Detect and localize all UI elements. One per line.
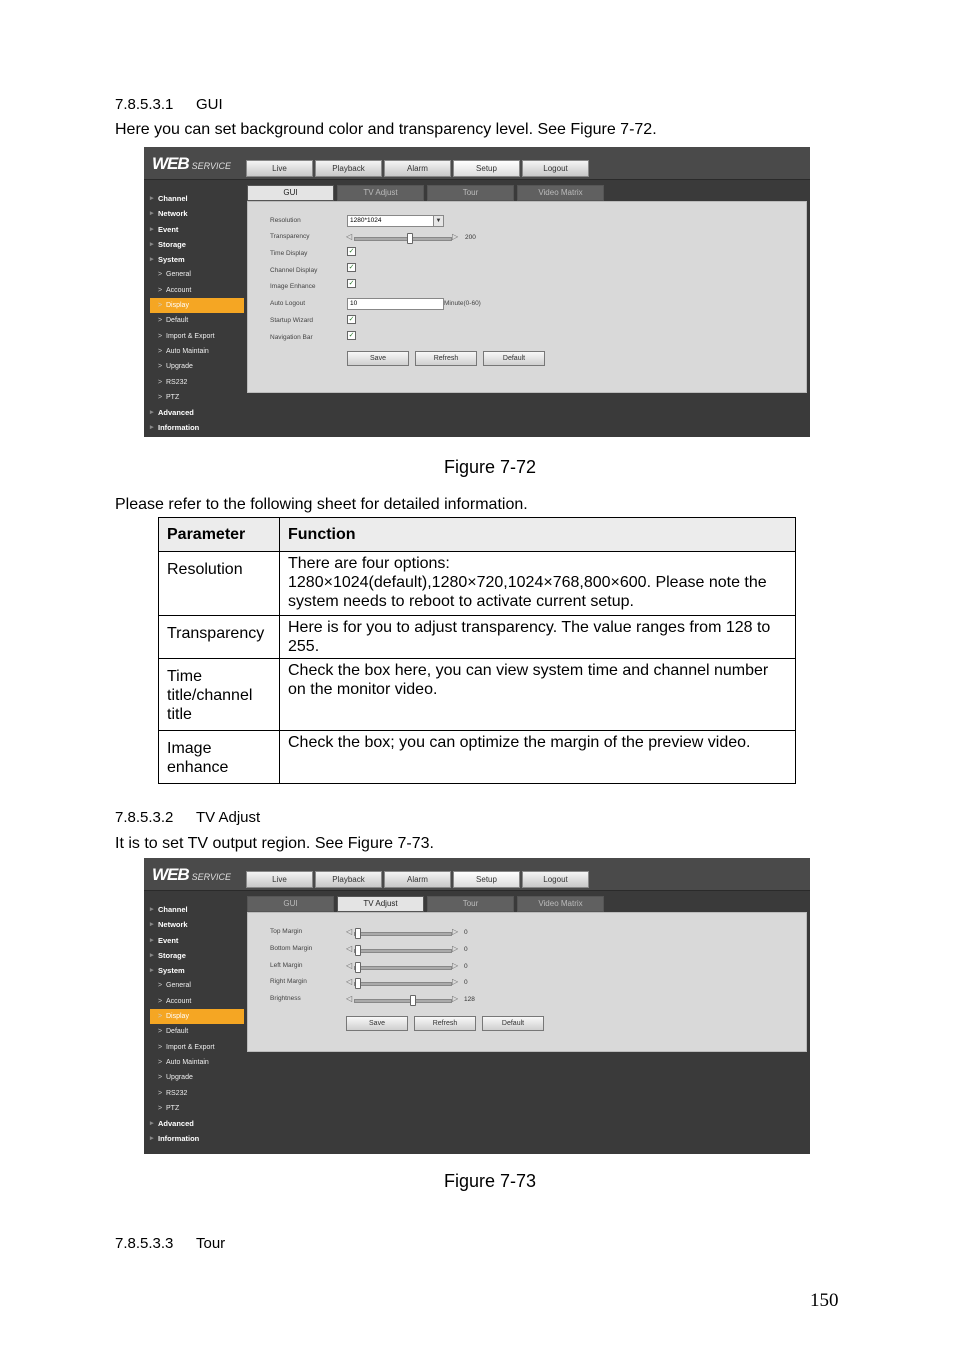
section-intro: It is to set TV output region. See Figure 7-73. [115, 835, 434, 852]
slider-right-arrow-icon[interactable]: ▷ [452, 994, 459, 1003]
tab-video-matrix[interactable]: Video Matrix [517, 185, 604, 201]
slider-left-arrow-icon[interactable]: ◁ [346, 944, 353, 953]
auto-logout-input[interactable]: 10 [347, 298, 444, 310]
tab-gui[interactable]: GUI [247, 185, 334, 201]
slider-left-arrow-icon[interactable]: ◁ [346, 927, 353, 936]
section-title: Tour [196, 1235, 226, 1252]
sidebar-item-system[interactable]: ▸ System [150, 963, 244, 978]
sidebar-item-information[interactable]: ▸ Information [150, 1131, 244, 1146]
left-margin-value: 0 [464, 963, 468, 970]
sidebar-item-default[interactable]: > Default [150, 313, 244, 328]
brightness-slider-knob[interactable] [410, 995, 416, 1006]
left-margin-slider[interactable] [354, 966, 452, 970]
section-title: GUI [196, 96, 223, 113]
transparency-slider[interactable] [354, 237, 452, 241]
sidebar-item-display[interactable]: > Display [150, 1009, 244, 1024]
sidebar-item-import-export[interactable]: > Import & Export [150, 1040, 244, 1055]
function-cell: There are four options: 1280×1024(default),1280×720,1024×768,800×600. Please note the system needs to reboot to activate current setup. [280, 552, 796, 616]
transparency-label: Transparency [270, 233, 310, 240]
section-heading-tv-adjust [115, 809, 260, 826]
top-margin-value: 0 [464, 929, 468, 936]
sidebar-item-channel[interactable]: ▸ Channel [150, 191, 244, 206]
sidebar-item-event[interactable]: ▸ Event [150, 222, 244, 237]
top-bar [144, 858, 810, 891]
image-enhance-label: Image Enhance [270, 283, 316, 290]
sidebar-item-upgrade[interactable]: > Upgrade [150, 359, 244, 374]
nav-tab-live[interactable]: Live [246, 871, 313, 888]
slider-left-arrow-icon[interactable]: ◁ [346, 977, 353, 986]
sub-tabs [247, 896, 604, 912]
table-row [159, 731, 796, 784]
right-margin-slider-knob[interactable] [355, 978, 361, 989]
tab-gui[interactable]: GUI [247, 896, 334, 912]
param-cell: Transparency [159, 616, 280, 659]
sidebar-item-ptz[interactable]: > PTZ [150, 1101, 244, 1116]
gui-settings-panel [247, 201, 807, 393]
sidebar-item-channel[interactable]: ▸ Channel [150, 902, 244, 917]
section-number: 7.8.5.3.3 [115, 1235, 174, 1252]
default-button[interactable]: Default [483, 351, 545, 366]
right-margin-slider[interactable] [354, 982, 452, 986]
sidebar-item-ptz[interactable]: > PTZ [150, 390, 244, 405]
param-cell: Resolution [159, 552, 280, 616]
top-bar [144, 147, 810, 180]
startup-wizard-checkbox[interactable]: ✓ [348, 316, 355, 323]
header-function: Function [280, 518, 796, 552]
sidebar-item-upgrade[interactable]: > Upgrade [150, 1070, 244, 1085]
screenshot-tv-adjust [144, 858, 810, 1154]
transparency-value: 200 [465, 234, 476, 241]
channel-display-checkbox[interactable]: ✓ [348, 264, 355, 271]
top-margin-label: Top Margin [270, 928, 303, 935]
table-row [159, 552, 796, 616]
save-button[interactable]: Save [346, 1016, 408, 1031]
sidebar-item-display[interactable]: > Display [150, 298, 244, 313]
save-button[interactable]: Save [347, 351, 409, 366]
bottom-margin-slider-knob[interactable] [355, 945, 361, 956]
section-number: 7.8.5.3.2 [115, 809, 174, 826]
nav-tab-setup[interactable]: Setup [453, 871, 520, 888]
sub-tabs [247, 185, 604, 201]
default-button[interactable]: Default [482, 1016, 544, 1031]
resolution-label: Resolution [270, 217, 301, 224]
tab-tour[interactable]: Tour [427, 185, 514, 201]
sidebar-item-advanced[interactable]: ▸ Advanced [150, 405, 244, 420]
sidebar-item-rs232[interactable]: > RS232 [150, 375, 244, 390]
section-intro: Here you can set background color and transparency level. See Figure 7-72. [115, 121, 657, 138]
slider-left-arrow-icon[interactable]: ◁ [346, 232, 353, 241]
function-cell: Check the box here, you can view system time and channel number on the monitor video. [280, 659, 796, 731]
main-nav [246, 871, 589, 888]
refresh-button[interactable]: Refresh [415, 351, 477, 366]
slider-right-arrow-icon[interactable]: ▷ [452, 977, 459, 986]
top-margin-slider[interactable] [354, 932, 452, 936]
auto-logout-label: Auto Logout [270, 300, 306, 307]
channel-display-label: Channel Display [270, 267, 318, 274]
param-cell: Time title/channel title [159, 659, 280, 731]
tab-tour[interactable]: Tour [427, 896, 514, 912]
figure-caption: Figure 7-73 [444, 1171, 537, 1191]
table-row [159, 616, 796, 659]
slider-right-arrow-icon[interactable]: ▷ [452, 961, 459, 970]
web-service-logo: WEB SERVICE [152, 154, 232, 173]
param-cell: Image enhance [159, 731, 280, 784]
nav-tab-alarm[interactable]: Alarm [384, 871, 451, 888]
resolution-select[interactable] [347, 215, 444, 227]
nav-tab-playback[interactable]: Playback [315, 160, 382, 177]
nav-tab-alarm[interactable]: Alarm [384, 160, 451, 177]
slider-right-arrow-icon[interactable]: ▷ [452, 927, 459, 936]
tab-video-matrix[interactable]: Video Matrix [517, 896, 604, 912]
sidebar-item-account[interactable]: > Account [150, 283, 244, 298]
top-margin-slider-knob[interactable] [355, 928, 361, 939]
sidebar-item-import-export[interactable]: > Import & Export [150, 329, 244, 344]
sidebar-item-storage[interactable]: ▸ Storage [150, 948, 244, 963]
sidebar-item-default[interactable]: > Default [150, 1024, 244, 1039]
tab-tv-adjust[interactable]: TV Adjust [337, 896, 424, 912]
parameter-table [158, 517, 796, 784]
table-row [159, 659, 796, 731]
brightness-value: 128 [464, 996, 475, 1003]
nav-tab-live[interactable]: Live [246, 160, 313, 177]
navigation-bar-checkbox[interactable]: ✓ [348, 332, 355, 339]
section-title: TV Adjust [196, 809, 261, 826]
brightness-slider[interactable] [354, 999, 452, 1003]
navigation-bar-label: Navigation Bar [270, 334, 313, 341]
sidebar-item-auto-maintain[interactable]: > Auto Maintain [150, 1055, 244, 1070]
sidebar [150, 902, 244, 1147]
header-parameter: Parameter [159, 518, 280, 552]
sidebar-item-system[interactable]: ▸ System [150, 252, 244, 267]
slider-right-arrow-icon[interactable]: ▷ [452, 232, 459, 241]
nav-tab-playback[interactable]: Playback [315, 871, 382, 888]
page-number: 150 [810, 1290, 839, 1311]
sidebar-item-network[interactable]: ▸ Network [150, 917, 244, 932]
sidebar-item-advanced[interactable]: ▸ Advanced [150, 1116, 244, 1131]
figure-caption: Figure 7-72 [444, 457, 537, 477]
nav-tab-logout[interactable]: Logout [522, 160, 589, 177]
table-header-row [159, 518, 796, 552]
transparency-slider-knob[interactable] [407, 233, 413, 244]
sidebar-item-event[interactable]: ▸ Event [150, 933, 244, 948]
sidebar-item-general[interactable]: > General [150, 267, 244, 282]
screenshot-gui [144, 147, 810, 437]
sidebar-item-general[interactable]: > General [150, 978, 244, 993]
sidebar-item-rs232[interactable]: > RS232 [150, 1086, 244, 1101]
slider-left-arrow-icon[interactable]: ◁ [346, 994, 353, 1003]
left-margin-slider-knob[interactable] [355, 962, 361, 973]
section-heading-gui [115, 96, 223, 113]
table-intro: Please refer to the following sheet for detailed information. [115, 496, 528, 513]
right-margin-value: 0 [464, 979, 468, 986]
bottom-margin-value: 0 [464, 946, 468, 953]
resolution-value: 1280*1024 [350, 217, 382, 224]
sidebar-item-network[interactable]: ▸ Network [150, 206, 244, 221]
tab-tv-adjust[interactable]: TV Adjust [337, 185, 424, 201]
slider-right-arrow-icon[interactable]: ▷ [452, 944, 459, 953]
auto-logout-unit: Minute(0-60) [444, 300, 481, 307]
slider-left-arrow-icon[interactable]: ◁ [346, 961, 353, 970]
sidebar-item-storage[interactable]: ▸ Storage [150, 237, 244, 252]
sidebar-item-information[interactable]: ▸ Information [150, 420, 244, 435]
sidebar-item-account[interactable]: > Account [150, 994, 244, 1009]
function-cell: Check the box; you can optimize the margin of the preview video. [280, 731, 796, 784]
sidebar [150, 191, 244, 436]
nav-tab-logout[interactable]: Logout [522, 871, 589, 888]
web-service-logo: WEB SERVICE [152, 865, 232, 884]
refresh-button[interactable]: Refresh [414, 1016, 476, 1031]
bottom-margin-label: Bottom Margin [270, 945, 313, 952]
time-display-checkbox[interactable]: ✓ [348, 248, 355, 255]
left-margin-label: Left Margin [270, 962, 303, 969]
sidebar-item-auto-maintain[interactable]: > Auto Maintain [150, 344, 244, 359]
time-display-label: Time Display [270, 250, 308, 257]
tv-adjust-panel [247, 912, 807, 1052]
chevron-down-icon: ▼ [433, 216, 443, 226]
image-enhance-checkbox[interactable]: ✓ [348, 280, 355, 287]
startup-wizard-label: Startup Wizard [270, 317, 313, 324]
right-margin-label: Right Margin [270, 978, 307, 985]
brightness-label: Brightness [270, 995, 301, 1002]
main-nav [246, 160, 589, 177]
section-heading-tour [115, 1235, 225, 1252]
section-number: 7.8.5.3.1 [115, 96, 174, 113]
function-cell: Here is for you to adjust transparency. The value ranges from 128 to 255. [280, 616, 796, 659]
nav-tab-setup[interactable]: Setup [453, 160, 520, 177]
bottom-margin-slider[interactable] [354, 949, 452, 953]
